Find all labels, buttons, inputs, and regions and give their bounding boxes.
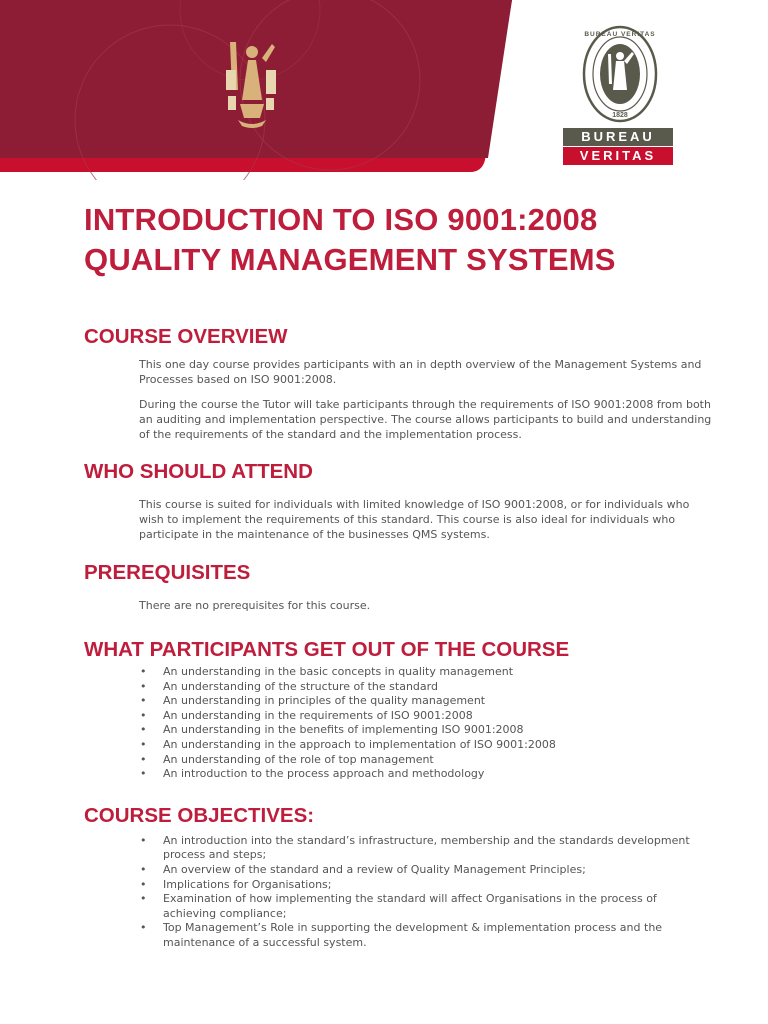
list-item: • An understanding in the basic concepts in quality management [84, 665, 713, 680]
who-should-attend-heading: WHO SHOULD ATTEND [84, 460, 313, 483]
list-item: • An introduction to the process approach and methodology [84, 767, 713, 782]
list-item: • An overview of the standard and a review of Quality Management Principles; [84, 863, 713, 878]
prerequisites-paragraph: There are no prerequisites for this course. [139, 599, 371, 612]
list-item: • Implications for Organisations; [84, 878, 713, 893]
title-line-1: INTRODUCTION TO ISO 9001:2008 [84, 202, 598, 237]
list-item: • An understanding in the requirements of ISO 9001:2008 [84, 709, 713, 724]
page-title [84, 200, 724, 280]
list-item: • An understanding of the structure of the standard [84, 680, 713, 695]
prerequisites-heading: PREREQUISITES [84, 561, 251, 584]
logo-word-bureau: BUREAU [563, 128, 673, 146]
list-item: • An understanding in the approach to implementation of ISO 9001:2008 [84, 738, 713, 753]
document-content [84, 200, 724, 951]
who-should-attend-paragraph: This course is suited for individuals with limited knowledge of ISO 9001:2008, or for individuals who wish to implement the requirements of this standard. This course is also ideal for individuals who participate in the maintenance of the businesses QMS systems. [139, 498, 690, 541]
list-item: • An introduction into the standard’s infrastructure, membership and the standards development process and steps; [84, 834, 713, 863]
list-item: • An understanding of the role of top management [84, 753, 713, 768]
course-overview-paragraph-2: During the course the Tutor will take participants through the requirements of ISO 9001:2008 from both an auditing and implementation perspective. The course allows participants to build and understanding of the requirements of the standard and the implementation process. [139, 398, 712, 441]
bureau-veritas-logo [560, 24, 680, 174]
course-overview-paragraph-1: This one day course provides participants with an in depth overview of the Management Systems and Processes based on ISO 9001:2008. [139, 358, 702, 386]
list-item: • An understanding in principles of the quality management [84, 694, 713, 709]
course-objectives-heading: COURSE OBJECTIVES: [84, 803, 315, 827]
list-item: • Top Management’s Role in supporting the development & implementation process and the maintenance of a successful system. [84, 921, 713, 950]
logo-word-veritas: VERITAS [563, 147, 673, 165]
course-outcomes-list [84, 665, 724, 782]
bureau-veritas-emblem-icon [582, 24, 658, 124]
list-item: • An understanding in the benefits of implementing ISO 9001:2008 [84, 723, 713, 738]
course-objectives-list [84, 834, 724, 951]
title-line-2: QUALITY MANAGEMENT SYSTEMS [84, 242, 616, 277]
list-item: • Examination of how implementing the standard will affect Organisations in the process of achieving compliance; [84, 892, 713, 921]
logo-ring-text: BUREAU VERITAS [584, 31, 656, 38]
logo-year: 1828 [612, 112, 628, 119]
course-outcomes-heading: WHAT PARTICIPANTS GET OUT OF THE COURSE [84, 638, 570, 661]
course-overview-heading: COURSE OVERVIEW [84, 325, 288, 348]
